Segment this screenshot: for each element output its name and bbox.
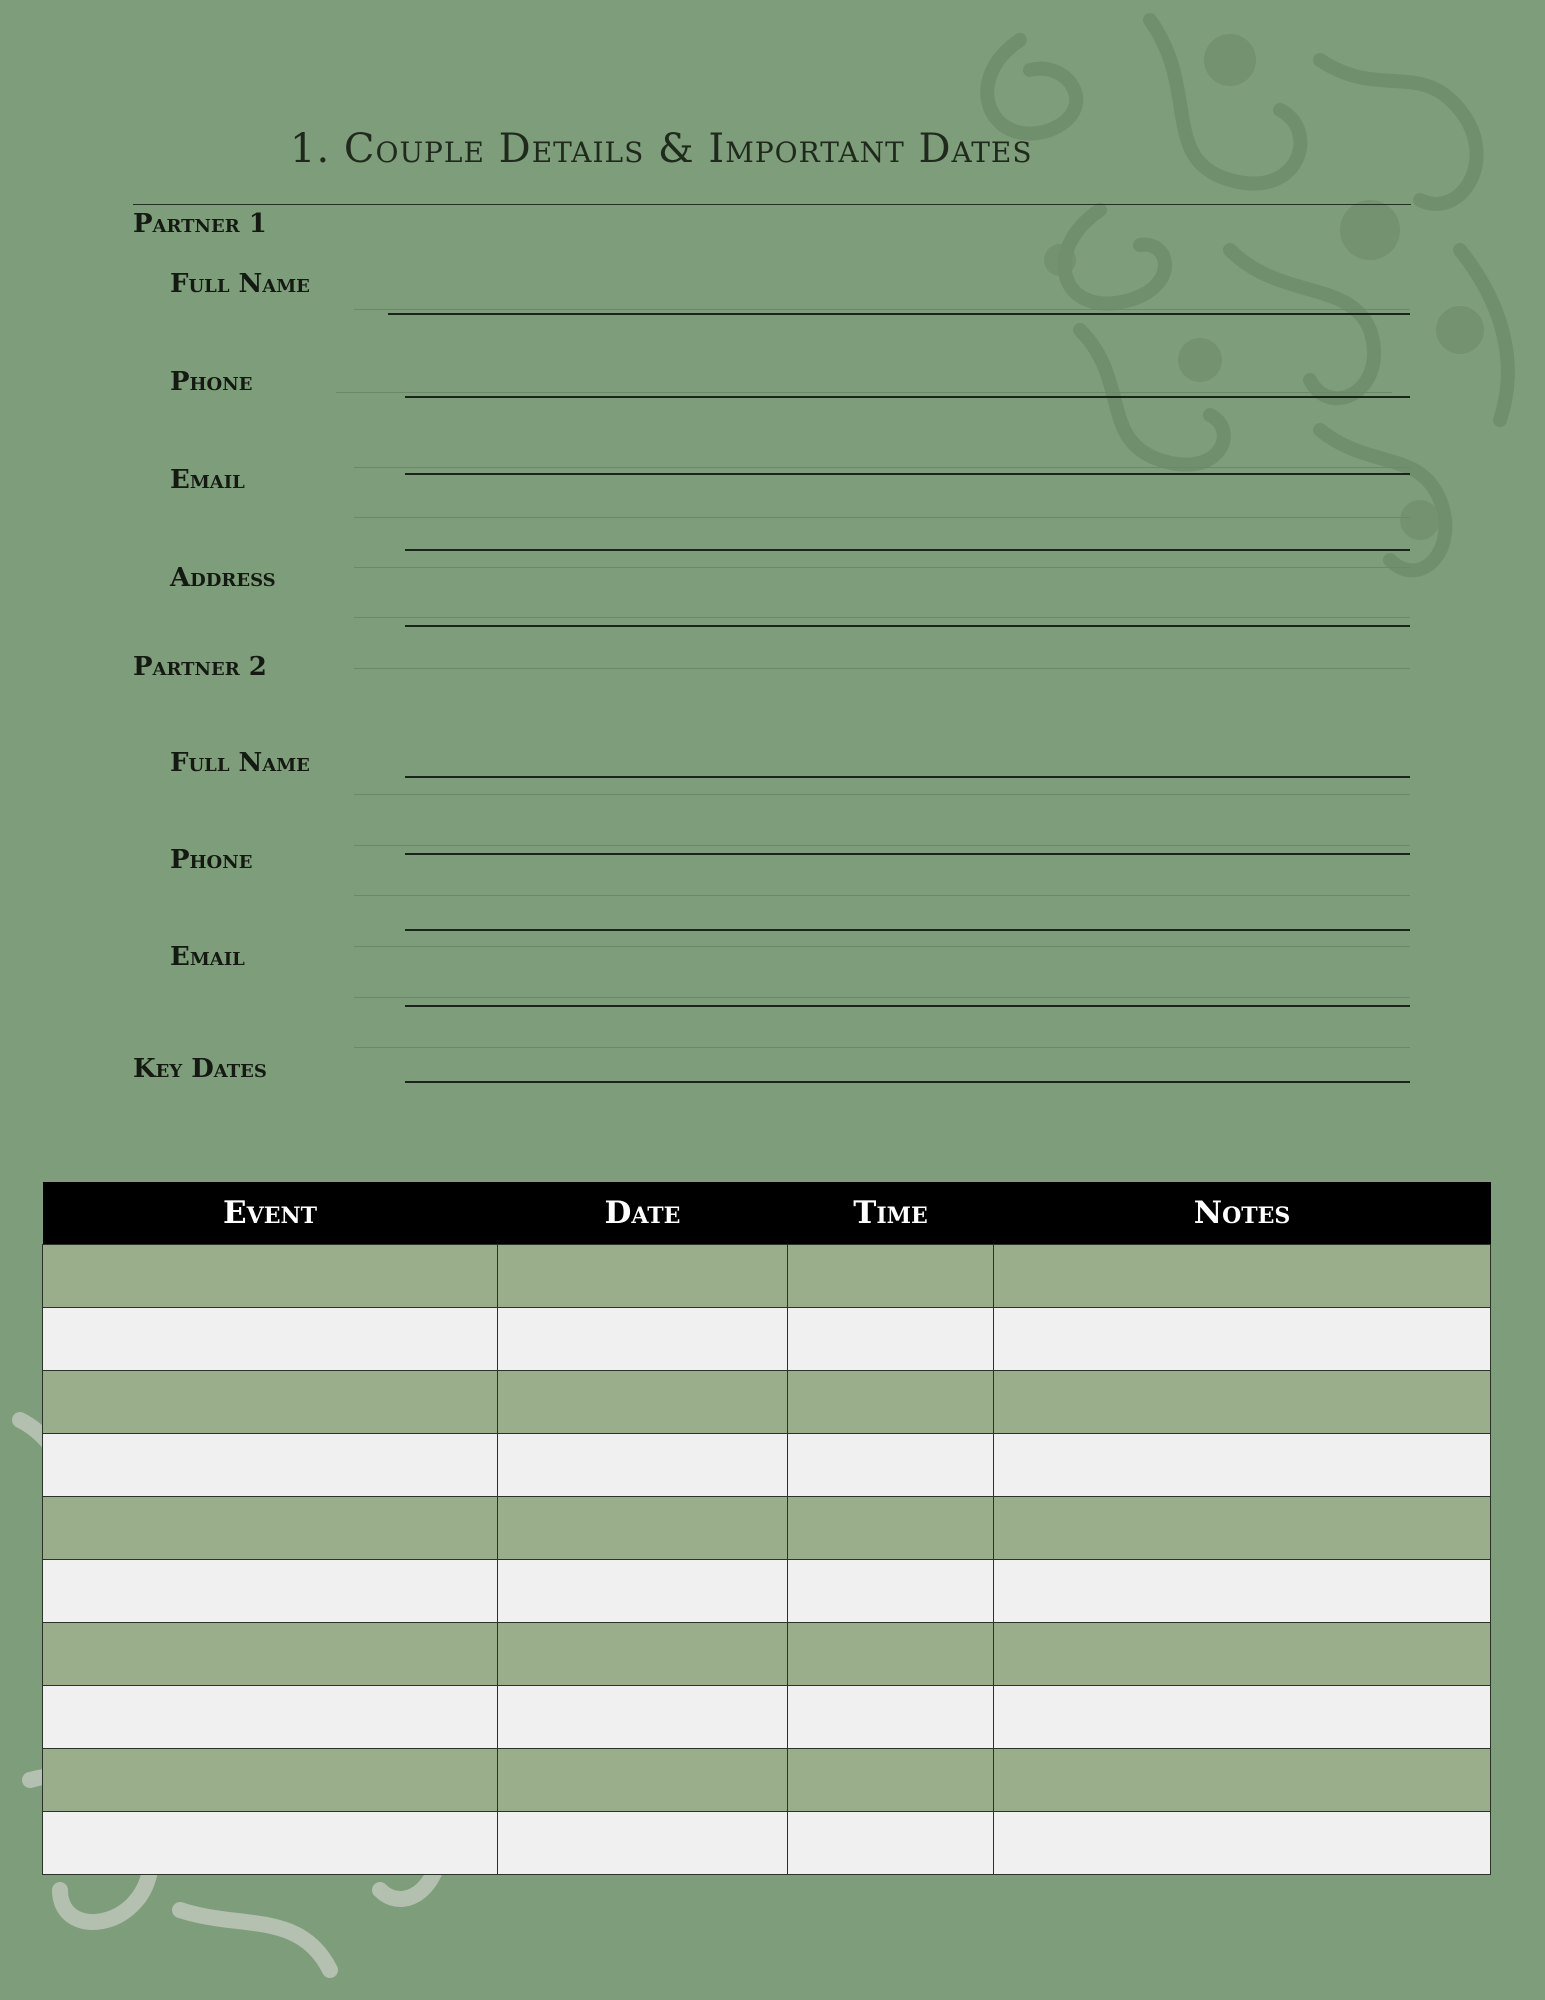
time-cell[interactable]: [788, 1497, 994, 1560]
partner1-address-label: Address: [170, 563, 276, 593]
guide-line: [354, 567, 1410, 568]
partner1-email-line[interactable]: [405, 473, 1410, 475]
time-cell[interactable]: [788, 1560, 994, 1623]
floral-ornament-top-right: [900, 0, 1545, 620]
notes-cell[interactable]: [994, 1308, 1491, 1371]
table-row: [43, 1623, 1491, 1686]
date-cell[interactable]: [498, 1245, 788, 1308]
partner1-full-name-label: Full Name: [170, 269, 310, 299]
table-row: [43, 1749, 1491, 1812]
partner1-full-name-line[interactable]: [388, 313, 1410, 315]
partner2-phone-line[interactable]: [405, 853, 1410, 855]
date-cell[interactable]: [498, 1371, 788, 1434]
partner1-address-line-2[interactable]: [405, 625, 1410, 627]
column-header-event: Event: [43, 1182, 498, 1245]
time-cell[interactable]: [788, 1308, 994, 1371]
guide-line: [354, 467, 1410, 468]
event-cell[interactable]: [43, 1371, 498, 1434]
event-cell[interactable]: [43, 1560, 498, 1623]
table-row: [43, 1371, 1491, 1434]
event-cell[interactable]: [43, 1245, 498, 1308]
guide-line: [354, 946, 1410, 947]
guide-line: [354, 895, 1410, 896]
event-cell[interactable]: [43, 1623, 498, 1686]
column-header-time: Time: [788, 1182, 994, 1245]
date-cell[interactable]: [498, 1623, 788, 1686]
date-cell[interactable]: [498, 1308, 788, 1371]
time-cell[interactable]: [788, 1686, 994, 1749]
table-row: [43, 1686, 1491, 1749]
partner1-address-line-1[interactable]: [405, 549, 1410, 551]
title-divider: [133, 204, 1411, 205]
time-cell[interactable]: [788, 1434, 994, 1497]
partner1-heading: Partner 1: [133, 209, 267, 239]
notes-cell[interactable]: [994, 1749, 1491, 1812]
notes-cell[interactable]: [994, 1560, 1491, 1623]
event-cell[interactable]: [43, 1434, 498, 1497]
time-cell[interactable]: [788, 1812, 994, 1875]
partner2-full-name-line[interactable]: [405, 776, 1410, 778]
partner2-heading: Partner 2: [133, 652, 267, 682]
time-cell[interactable]: [788, 1245, 994, 1308]
notes-cell[interactable]: [994, 1623, 1491, 1686]
key-dates-heading: Key Dates: [133, 1054, 267, 1084]
page-title: 1. Couple Details & Important Dates: [290, 126, 1033, 172]
guide-line: [354, 997, 1410, 998]
table-row: [43, 1245, 1491, 1308]
date-cell[interactable]: [498, 1749, 788, 1812]
notes-cell[interactable]: [994, 1497, 1491, 1560]
table-row: [43, 1434, 1491, 1497]
partner2-full-name-label: Full Name: [170, 748, 310, 778]
event-cell[interactable]: [43, 1749, 498, 1812]
date-cell[interactable]: [498, 1560, 788, 1623]
guide-line: [354, 1047, 1410, 1048]
guide-line: [354, 845, 1410, 846]
partner2-phone-label: Phone: [170, 845, 253, 875]
event-cell[interactable]: [43, 1497, 498, 1560]
guide-line: [354, 668, 1410, 669]
notes-cell[interactable]: [994, 1371, 1491, 1434]
event-cell[interactable]: [43, 1686, 498, 1749]
table-row: [43, 1560, 1491, 1623]
date-cell[interactable]: [498, 1686, 788, 1749]
partner1-phone-label: Phone: [170, 367, 253, 397]
table-body: [43, 1245, 1491, 1875]
notes-cell[interactable]: [994, 1434, 1491, 1497]
guide-line: [354, 517, 1410, 518]
guide-line: [354, 617, 1410, 618]
column-header-notes: Notes: [994, 1182, 1491, 1245]
extra-line[interactable]: [405, 1005, 1410, 1007]
table-header-row: [43, 1182, 1491, 1245]
event-cell[interactable]: [43, 1308, 498, 1371]
partner1-phone-line[interactable]: [405, 396, 1410, 398]
time-cell[interactable]: [788, 1623, 994, 1686]
guide-line: [336, 392, 1392, 393]
column-header-date: Date: [498, 1182, 788, 1245]
date-cell[interactable]: [498, 1812, 788, 1875]
partner2-email-line[interactable]: [405, 929, 1410, 931]
event-cell[interactable]: [43, 1812, 498, 1875]
table-row: [43, 1497, 1491, 1560]
key-dates-line[interactable]: [405, 1081, 1410, 1083]
guide-line: [354, 794, 1410, 795]
partner1-email-label: Email: [170, 465, 245, 495]
notes-cell[interactable]: [994, 1812, 1491, 1875]
table-row: [43, 1812, 1491, 1875]
notes-cell[interactable]: [994, 1245, 1491, 1308]
guide-line: [354, 309, 1410, 310]
table-row: [43, 1308, 1491, 1371]
partner2-email-label: Email: [170, 942, 245, 972]
notes-cell[interactable]: [994, 1686, 1491, 1749]
time-cell[interactable]: [788, 1371, 994, 1434]
key-dates-table: [42, 1182, 1491, 1875]
date-cell[interactable]: [498, 1434, 788, 1497]
time-cell[interactable]: [788, 1749, 994, 1812]
date-cell[interactable]: [498, 1497, 788, 1560]
